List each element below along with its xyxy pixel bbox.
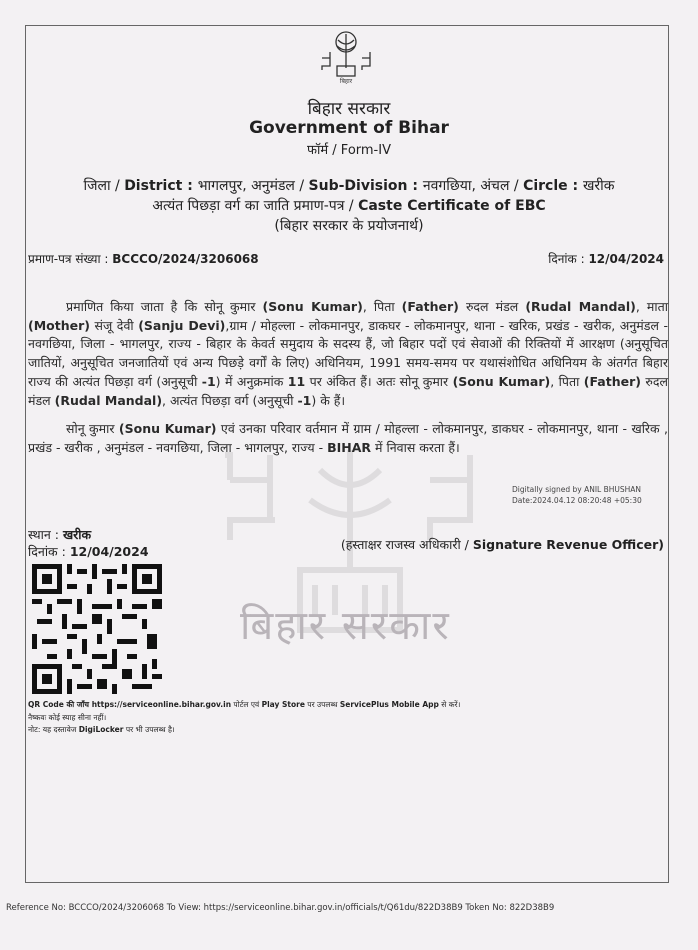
issue-date: दिनांक : 12/04/2024 [548, 252, 664, 266]
certificate-title: अत्यंत पिछड़ा वर्ग का जाति प्रमाण-पत्र / Caste Certificate of EBC [152, 198, 546, 214]
district-line: जिला / District : भागलपुर, अनुमंडल / Sub-Division : नवगछिया, अंचल / Circle : खरीक [83, 178, 615, 194]
residence-paragraph: सोनू कुमार (Sonu Kumar) एवं उनका परिवार वर्तमान में ग्राम / मोहल्ला - लोकमानपुर, डाकघर - लोकमानपुर, थाना - खरिक , प्रखंड - खरीक , अनुमंडल - नवगछिया, जिला - भागलपुर, राज्य - BIHAR में निवास करता हैं। [28, 421, 669, 455]
revenue-officer-signature-label: (हस्ताक्षर राजस्व अधिकारी / Signature Revenue Officer) [340, 537, 664, 552]
certificate-purpose: (बिहार सरकार के प्रयोजनार्थ) [274, 218, 424, 234]
place: स्थान : खरीक [28, 527, 92, 542]
certificate-body-paragraph: प्रमाणित किया जाता है कि सोनू कुमार (Sonu Kumar), पिता (Father) रुदल मंडल (Rudal Mandal), माता (Mother) संजू देवी (Sanju Devi),ग्राम / मोहल्ला - लोकमानपुर, डाकघर - लोकमानपुर, थाना - खरिक, प्रखंड - खरीक, अनुमंडल - नवगछिया, जिला - भागलपुर, राज्य - बिहार के केवर्त समुदाय के सदस्य हैं, जो बिहार पदों एवं सेवाओं की रिक्तियों में आरक्षण (अनुसूचित जातियों, अनुसूचित जनजातियों एवं अन्य पिछड़े वर्गों के लिए) अधिनियम, 1991 समय-समय पर यथासंशोधित अधिनियम के अंतर्गत बिहार राज्य की अत्यंत पिछड़ा वर्ग (अनुसूची -1) में अनुक्रमांक 11 पर अंकित हैं। अतः सोनू कुमार (Sonu Kumar), पिता (Father) रुदल मंडल (Rudal Mandal), अत्यंत पिछड़ा वर्ग (अनुसूची -1) के हैं। [28, 299, 669, 408]
government-title-english: Government of Bihar [249, 118, 449, 138]
government-title-hindi: बिहार सरकार [307, 99, 391, 119]
digital-signature: Digitally signed by ANIL BHUSHAN Date:2024.04.12 08:20:48 +05:30 [512, 485, 642, 505]
emblem-caption: बिहार [339, 78, 353, 84]
reference-footer: Reference No: BCCCO/2024/3206068 To View: https://serviceonline.bihar.gov.in/officials/t/Q61du/822D38B9 Token No: 822D38B9 [6, 903, 555, 913]
qr-code-icon[interactable] [32, 564, 162, 694]
watermark-text: बिहार सरकार [240, 603, 451, 649]
bihar-emblem-logo [318, 28, 374, 84]
seal-note: नैष्कवः कोई स्याह सीना नहीं। [28, 713, 107, 722]
form-number: फॉर्म / Form-IV [307, 143, 391, 158]
digilocker-note: नोट: यह दस्तावेज DigiLocker पर भी उपलब्ध है। [28, 725, 175, 734]
qr-verification-note: QR Code की जाँच https://serviceonline.bihar.gov.in पोर्टल एवं Play Store पर उपलब्ध ServicePlus Mobile App से करें। [28, 700, 461, 709]
certificate-number: प्रमाण-पत्र संख्या : BCCCO/2024/3206068 [28, 252, 259, 266]
signature-date: दिनांक : 12/04/2024 [28, 544, 149, 559]
